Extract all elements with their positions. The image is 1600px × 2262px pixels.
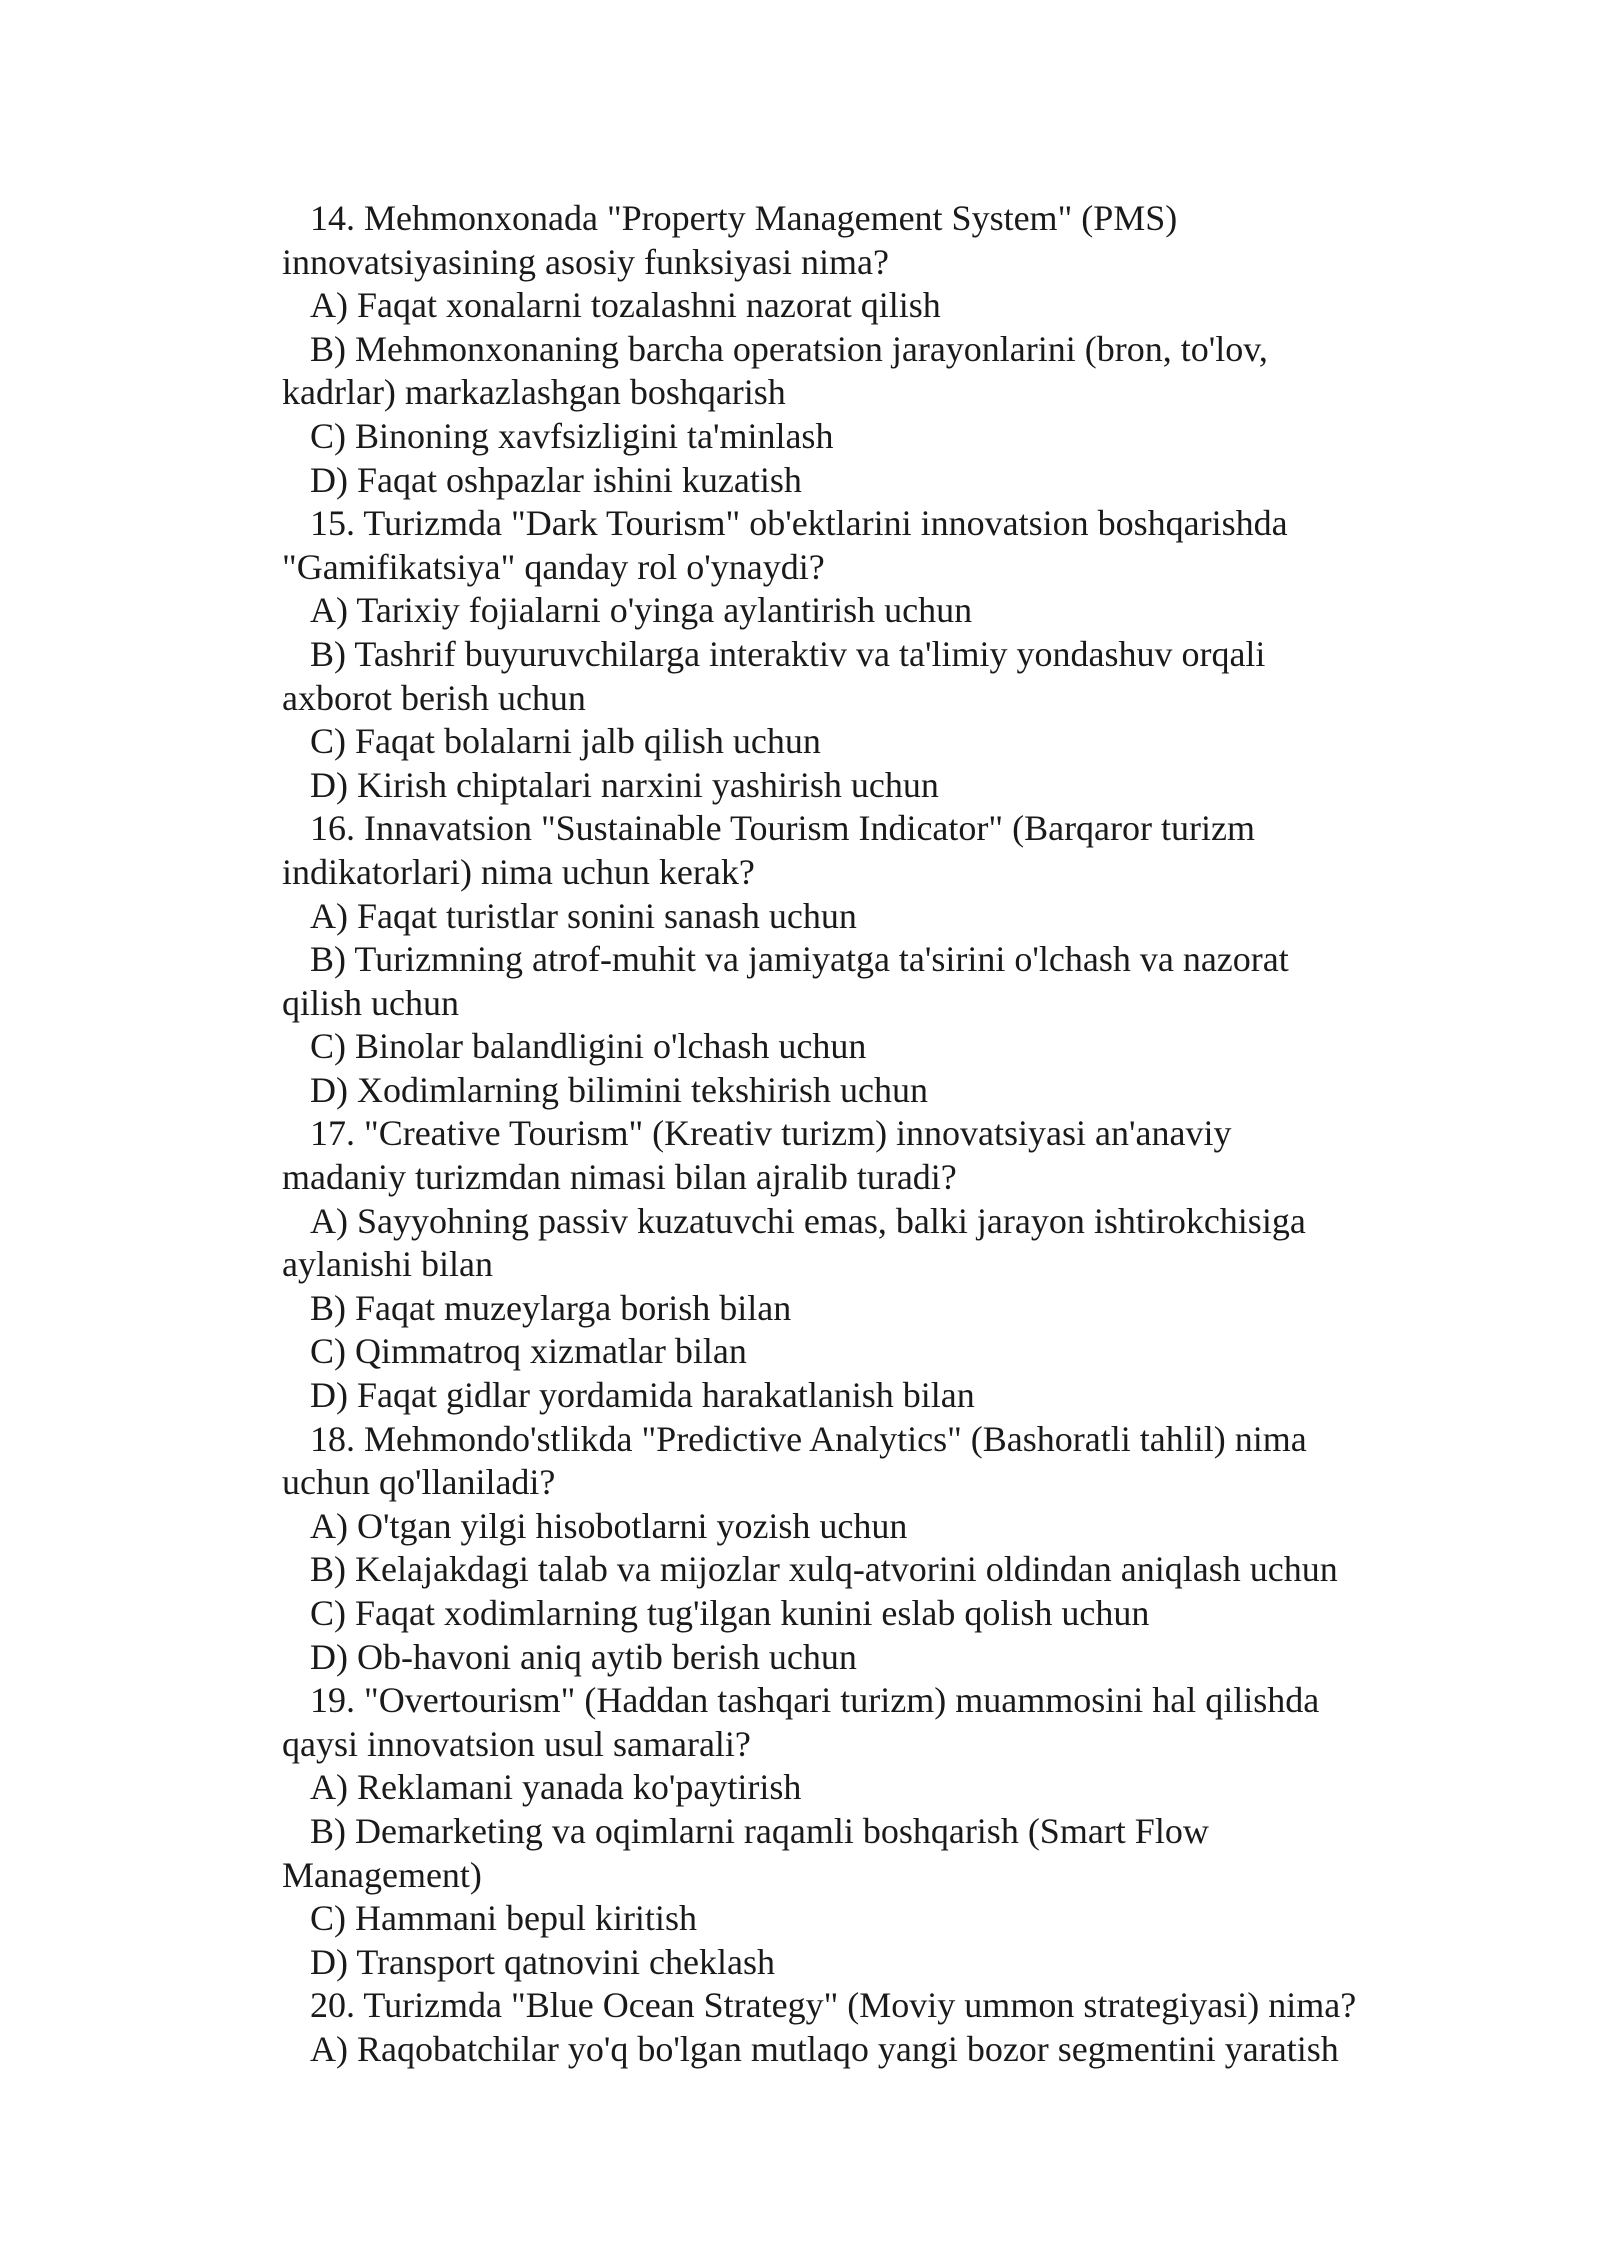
answer-option-a [282, 895, 1422, 939]
option-text: D) Transport qatnovini cheklash [310, 1941, 775, 1982]
question-block [282, 807, 1422, 1112]
question-text-continued: "Gamifikatsiya" qanday rol o'ynaydi? [282, 546, 825, 587]
option-text: C) Faqat bolalarni jalb qilish uchun [310, 721, 821, 762]
option-text: C) Qimmatroq xizmatlar bilan [310, 1331, 747, 1372]
option-text-continued: Management) [282, 1854, 482, 1895]
answer-option-c [282, 1897, 1422, 1941]
answer-option-b [282, 1287, 1422, 1331]
option-text: D) Faqat gidlar yordamida harakatlanish bilan [310, 1375, 975, 1416]
option-text-continued: axborot berish uchun [282, 677, 586, 718]
answer-option-d [282, 1636, 1422, 1680]
question-text-continued: qaysi innovatsion usul samarali? [282, 1723, 751, 1764]
option-text: D) Kirish chiptalari narxini yashirish uchun [310, 764, 939, 805]
answer-option-c [282, 1025, 1422, 1069]
question-block [282, 1418, 1422, 1680]
answer-option-a [282, 1766, 1422, 1810]
answer-option-c [282, 415, 1422, 459]
answer-option-b [282, 938, 1422, 1025]
answer-option-b [282, 1810, 1422, 1897]
question-text: 16. Innavatsion "Sustainable Tourism Indicator" (Barqaror turizm [310, 808, 1255, 849]
option-text: D) Ob-havoni aniq aytib berish uchun [310, 1636, 857, 1677]
answer-option-b [282, 633, 1422, 720]
option-text: A) Reklamani yanada ko'paytirish [310, 1767, 802, 1808]
option-text: C) Hammani bepul kiritish [310, 1898, 697, 1939]
answer-option-a [282, 1200, 1422, 1287]
question-text-continued: madaniy turizmdan nimasi bilan ajralib turadi? [282, 1157, 957, 1198]
option-text-continued: qilish uchun [282, 982, 459, 1023]
option-text: C) Faqat xodimlarning tug'ilgan kunini eslab qolish uchun [310, 1593, 1150, 1633]
question-text-continued: uchun qo'llaniladi? [282, 1462, 556, 1503]
question-text: 14. Mehmonxonada "Property Management System" (PMS) [310, 198, 1178, 238]
document-body [282, 197, 1422, 2072]
question-block [282, 1679, 1422, 1984]
question-text: 18. Mehmondo'stlikda "Predictive Analytics" (Bashoratli tahlil) nima [310, 1418, 1307, 1459]
answer-option-b [282, 328, 1422, 415]
option-text-continued: kadrlar) markazlashgan boshqarish [282, 372, 786, 413]
question-text-continued: indikatorlari) nima uchun kerak? [282, 851, 755, 892]
option-text: A) Faqat turistlar sonini sanash uchun [310, 895, 857, 936]
answer-option-c [282, 1592, 1422, 1636]
answer-option-d [282, 1374, 1422, 1418]
answer-option-d [282, 764, 1422, 808]
answer-option-c [282, 720, 1422, 764]
answer-option-d [282, 1069, 1422, 1113]
answer-option-d [282, 459, 1422, 503]
option-text: A) Tarixiy fojialarni o'yinga aylantirish uchun [310, 590, 973, 631]
option-text: B) Demarketing va oqimlarni raqamli boshqarish (Smart Flow [310, 1810, 1209, 1851]
option-text: B) Kelajakdagi talab va mijozlar xulq-atvorini oldindan aniqlash uchun [310, 1549, 1338, 1590]
option-text: B) Tashrif buyuruvchilarga interaktiv va ta'limiy yondashuv orqali [310, 633, 1266, 674]
option-text: D) Xodimlarning bilimini tekshirish uchun [310, 1069, 928, 1110]
option-text: B) Faqat muzeylarga borish bilan [310, 1287, 792, 1328]
option-text: A) Sayyohning passiv kuzatuvchi emas, balki jarayon ishtirokchisiga [310, 1200, 1306, 1241]
question-text: 17. "Creative Tourism" (Kreativ turizm) innovatsiyasi an'anaviy [310, 1113, 1232, 1154]
option-text: B) Mehmonxonaning barcha operatsion jarayonlarini (bron, to'lov, [310, 328, 1268, 369]
option-text: A) Faqat xonalarni tozalashni nazorat qilish [310, 285, 941, 326]
answer-option-a [282, 2028, 1422, 2072]
answer-option-d [282, 1941, 1422, 1985]
option-text-continued: aylanishi bilan [282, 1244, 493, 1285]
option-text: A) Raqobatchilar yo'q bo'lgan mutlaqo yangi bozor segmentini yaratish [310, 2028, 1339, 2069]
answer-option-a [282, 1505, 1422, 1549]
question-block [282, 502, 1422, 807]
option-text: C) Binolar balandligini o'lchash uchun [310, 1026, 867, 1067]
question-text: 15. Turizmda "Dark Tourism" ob'ektlarini innovatsion boshqarishda [310, 503, 1288, 544]
option-text: D) Faqat oshpazlar ishini kuzatish [310, 459, 802, 500]
question-text: 19. "Overtourism" (Haddan tashqari turizm) muammosini hal qilishda [310, 1680, 1320, 1721]
question-block [282, 1112, 1422, 1417]
question-text-continued: innovatsiyasining asosiy funksiyasi nima? [282, 241, 889, 282]
question-block [282, 1984, 1422, 2071]
question-text: 20. Turizmda "Blue Ocean Strategy" (Moviy ummon strategiyasi) nima? [310, 1985, 1357, 2026]
answer-option-c [282, 1330, 1422, 1374]
question-block [282, 197, 1422, 502]
option-text: C) Binoning xavfsizligini ta'minlash [310, 415, 834, 456]
answer-option-b [282, 1548, 1422, 1592]
answer-option-a [282, 284, 1422, 328]
option-text: B) Turizmning atrof-muhit va jamiyatga ta'sirini o'lchash va nazorat [310, 939, 1289, 980]
option-text: A) O'tgan yilgi hisobotlarni yozish uchun [310, 1505, 908, 1546]
answer-option-a [282, 589, 1422, 633]
